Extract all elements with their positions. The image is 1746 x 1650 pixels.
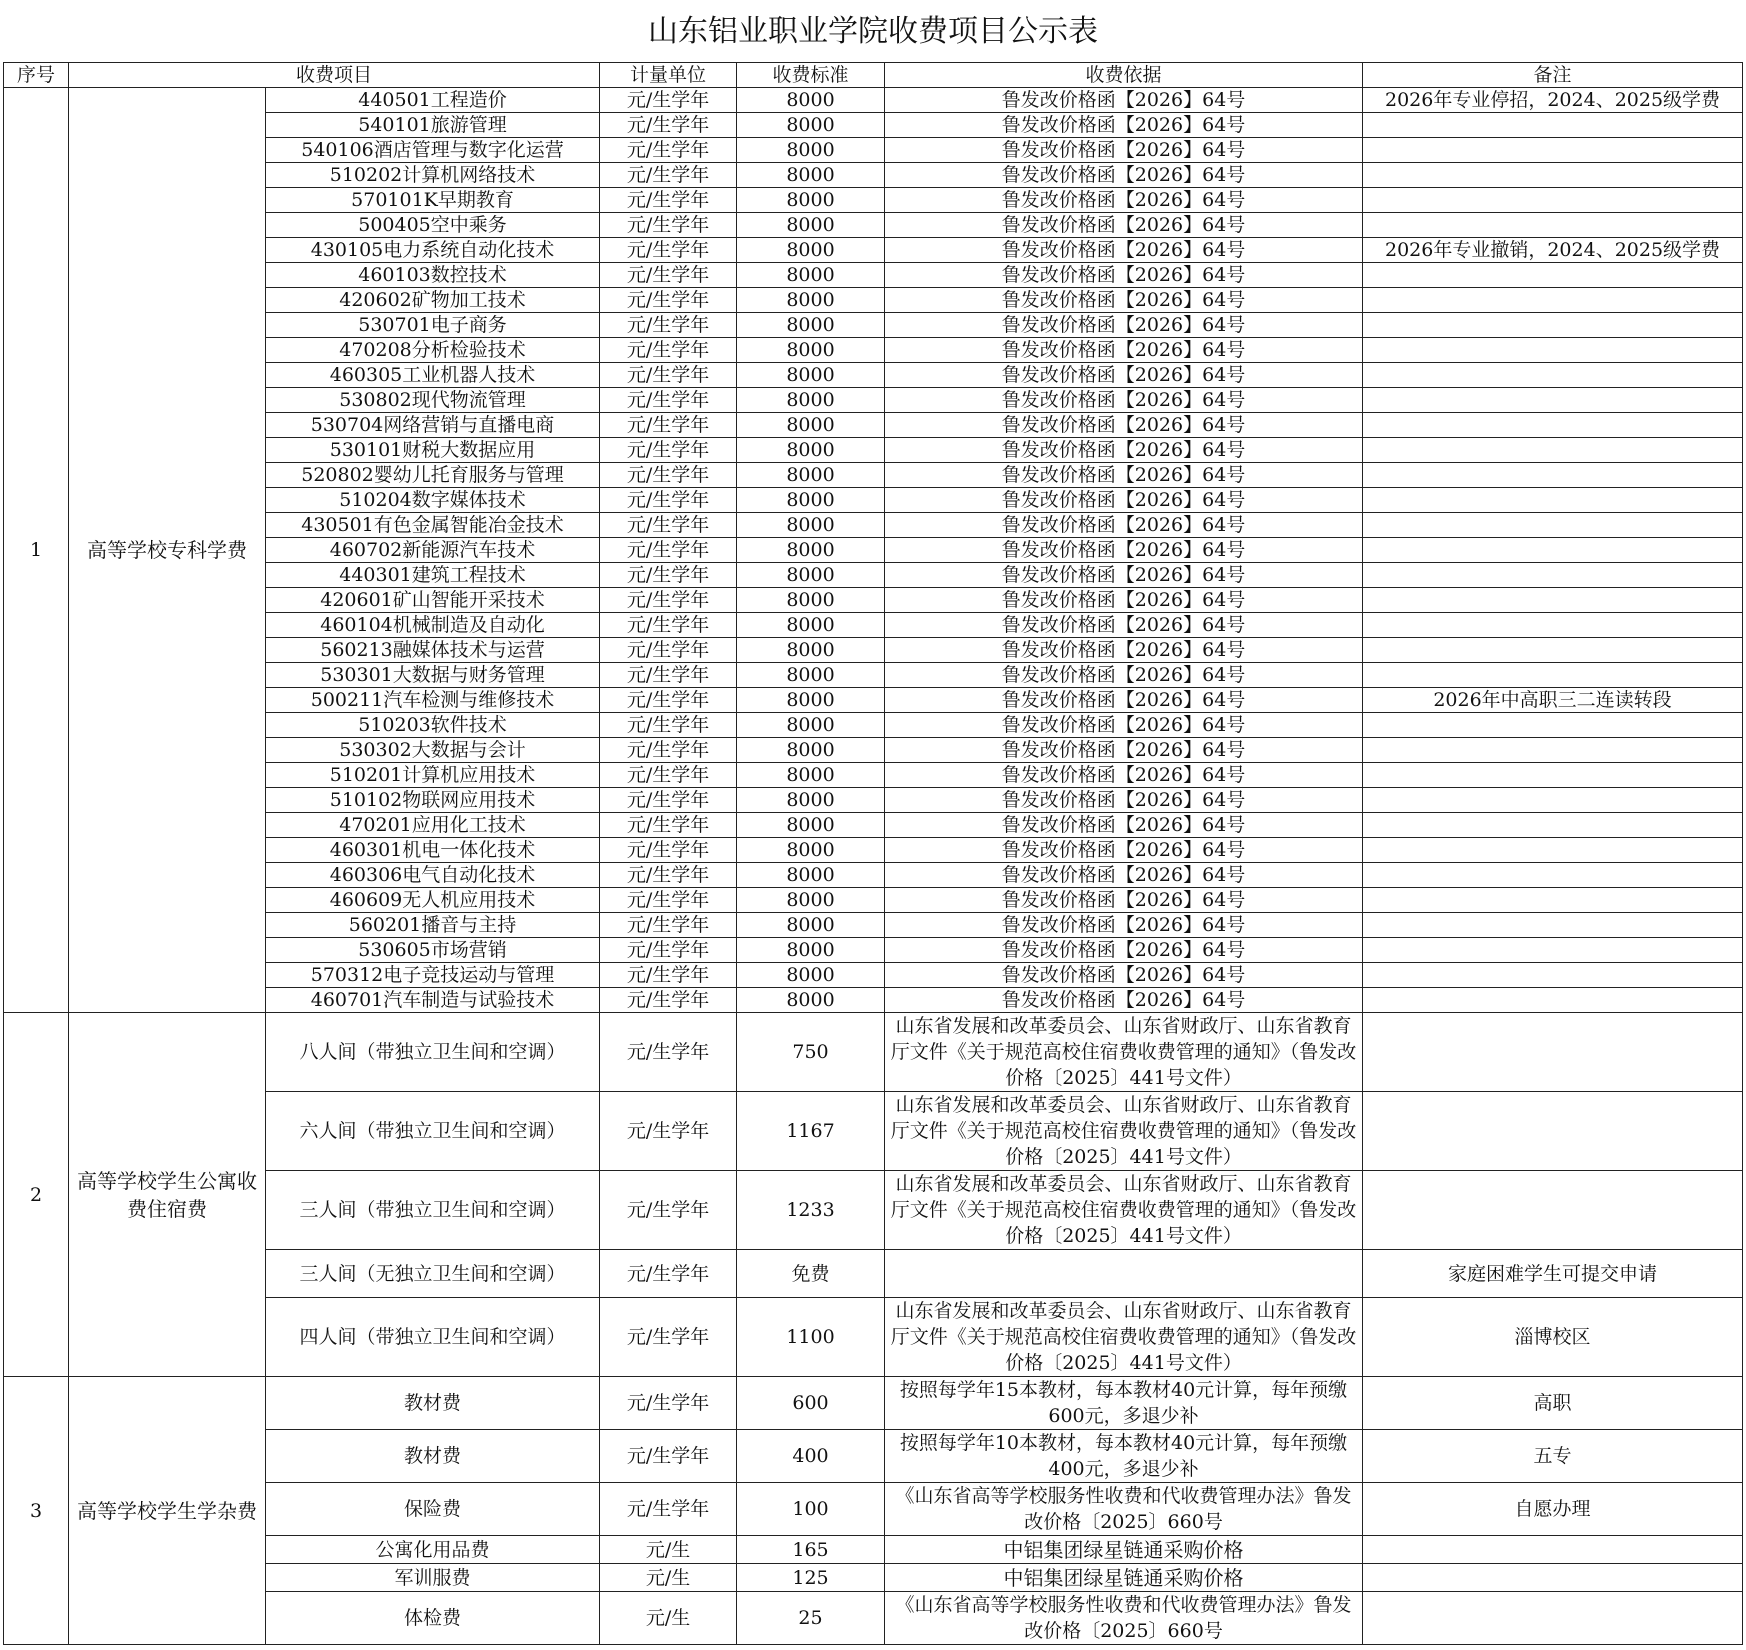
item-cell: 530101财税大数据应用 bbox=[266, 438, 600, 463]
item-cell: 460306电气自动化技术 bbox=[266, 863, 600, 888]
standard-cell: 125 bbox=[737, 1564, 885, 1592]
header-note: 备注 bbox=[1363, 63, 1743, 88]
standard-cell: 8000 bbox=[737, 788, 885, 813]
item-cell: 510102物联网应用技术 bbox=[266, 788, 600, 813]
note-cell bbox=[1363, 888, 1743, 913]
standard-cell: 8000 bbox=[737, 563, 885, 588]
item-cell: 四人间（带独立卫生间和空调） bbox=[266, 1298, 600, 1377]
item-cell: 530704网络营销与直播电商 bbox=[266, 413, 600, 438]
unit-cell: 元/生学年 bbox=[600, 1171, 737, 1250]
basis-cell: 鲁发改价格函【2026】64号 bbox=[885, 688, 1363, 713]
note-cell bbox=[1363, 988, 1743, 1013]
note-cell bbox=[1363, 538, 1743, 563]
item-cell: 540101旅游管理 bbox=[266, 113, 600, 138]
unit-cell: 元/生学年 bbox=[600, 1092, 737, 1171]
item-cell: 保险费 bbox=[266, 1483, 600, 1536]
standard-cell: 8000 bbox=[737, 113, 885, 138]
unit-cell: 元/生学年 bbox=[600, 213, 737, 238]
basis-cell: 中铝集团绿星链通采购价格 bbox=[885, 1564, 1363, 1592]
standard-cell: 8000 bbox=[737, 588, 885, 613]
item-cell: 八人间（带独立卫生间和空调） bbox=[266, 1013, 600, 1092]
unit-cell: 元/生学年 bbox=[600, 438, 737, 463]
note-cell bbox=[1363, 488, 1743, 513]
unit-cell: 元/生学年 bbox=[600, 638, 737, 663]
note-cell bbox=[1363, 313, 1743, 338]
unit-cell: 元/生学年 bbox=[600, 913, 737, 938]
standard-cell: 8000 bbox=[737, 838, 885, 863]
item-cell: 530301大数据与财务管理 bbox=[266, 663, 600, 688]
standard-cell: 8000 bbox=[737, 613, 885, 638]
item-cell: 510202计算机网络技术 bbox=[266, 163, 600, 188]
note-cell bbox=[1363, 263, 1743, 288]
unit-cell: 元/生学年 bbox=[600, 313, 737, 338]
basis-cell: 《山东省高等学校服务性收费和代收费管理办法》鲁发改价格〔2025〕660号 bbox=[885, 1483, 1363, 1536]
unit-cell: 元/生学年 bbox=[600, 113, 737, 138]
basis-cell: 鲁发改价格函【2026】64号 bbox=[885, 238, 1363, 263]
unit-cell: 元/生学年 bbox=[600, 688, 737, 713]
standard-cell: 8000 bbox=[737, 163, 885, 188]
standard-cell: 8000 bbox=[737, 388, 885, 413]
note-cell: 高职 bbox=[1363, 1377, 1743, 1430]
header-seq: 序号 bbox=[4, 63, 69, 88]
standard-cell: 8000 bbox=[737, 363, 885, 388]
unit-cell: 元/生学年 bbox=[600, 1430, 737, 1483]
note-cell bbox=[1363, 563, 1743, 588]
standard-cell: 1233 bbox=[737, 1171, 885, 1250]
basis-cell: 鲁发改价格函【2026】64号 bbox=[885, 288, 1363, 313]
unit-cell: 元/生 bbox=[600, 1592, 737, 1645]
standard-cell: 8000 bbox=[737, 138, 885, 163]
basis-cell: 鲁发改价格函【2026】64号 bbox=[885, 638, 1363, 663]
group-seq-cell: 1 bbox=[4, 88, 69, 1013]
unit-cell: 元/生学年 bbox=[600, 1298, 737, 1377]
basis-cell: 鲁发改价格函【2026】64号 bbox=[885, 113, 1363, 138]
item-cell: 430501有色金属智能冶金技术 bbox=[266, 513, 600, 538]
basis-cell: 按照每学年15本教材，每本教材40元计算，每年预缴600元，多退少补 bbox=[885, 1377, 1363, 1430]
note-cell bbox=[1363, 1092, 1743, 1171]
unit-cell: 元/生学年 bbox=[600, 713, 737, 738]
unit-cell: 元/生学年 bbox=[600, 588, 737, 613]
basis-cell: 鲁发改价格函【2026】64号 bbox=[885, 663, 1363, 688]
unit-cell: 元/生学年 bbox=[600, 163, 737, 188]
note-cell: 淄博校区 bbox=[1363, 1298, 1743, 1377]
note-cell bbox=[1363, 638, 1743, 663]
unit-cell: 元/生学年 bbox=[600, 863, 737, 888]
note-cell bbox=[1363, 738, 1743, 763]
item-cell: 570312电子竞技运动与管理 bbox=[266, 963, 600, 988]
standard-cell: 8000 bbox=[737, 713, 885, 738]
basis-cell: 鲁发改价格函【2026】64号 bbox=[885, 963, 1363, 988]
note-cell bbox=[1363, 163, 1743, 188]
note-cell bbox=[1363, 663, 1743, 688]
item-cell: 460702新能源汽车技术 bbox=[266, 538, 600, 563]
unit-cell: 元/生学年 bbox=[600, 738, 737, 763]
basis-cell: 鲁发改价格函【2026】64号 bbox=[885, 413, 1363, 438]
unit-cell: 元/生学年 bbox=[600, 788, 737, 813]
table-row bbox=[4, 1377, 1743, 1430]
standard-cell: 8000 bbox=[737, 538, 885, 563]
unit-cell: 元/生学年 bbox=[600, 388, 737, 413]
item-cell: 体检费 bbox=[266, 1592, 600, 1645]
item-cell: 430105电力系统自动化技术 bbox=[266, 238, 600, 263]
unit-cell: 元/生学年 bbox=[600, 1013, 737, 1092]
note-cell: 2026年中高职三二连读转段 bbox=[1363, 688, 1743, 713]
note-cell bbox=[1363, 1171, 1743, 1250]
note-cell bbox=[1363, 963, 1743, 988]
unit-cell: 元/生 bbox=[600, 1564, 737, 1592]
standard-cell: 100 bbox=[737, 1483, 885, 1536]
unit-cell: 元/生学年 bbox=[600, 888, 737, 913]
unit-cell: 元/生学年 bbox=[600, 413, 737, 438]
document-title: 山东铝业职业学院收费项目公示表 bbox=[648, 14, 1098, 49]
item-cell: 530302大数据与会计 bbox=[266, 738, 600, 763]
standard-cell: 8000 bbox=[737, 288, 885, 313]
item-cell: 460103数控技术 bbox=[266, 263, 600, 288]
item-cell: 教材费 bbox=[266, 1430, 600, 1483]
basis-cell: 鲁发改价格函【2026】64号 bbox=[885, 263, 1363, 288]
basis-cell: 鲁发改价格函【2026】64号 bbox=[885, 613, 1363, 638]
note-cell bbox=[1363, 188, 1743, 213]
item-cell: 三人间（带独立卫生间和空调） bbox=[266, 1171, 600, 1250]
basis-cell: 鲁发改价格函【2026】64号 bbox=[885, 813, 1363, 838]
unit-cell: 元/生学年 bbox=[600, 538, 737, 563]
item-cell: 三人间（无独立卫生间和空调） bbox=[266, 1250, 600, 1298]
note-cell bbox=[1363, 338, 1743, 363]
standard-cell: 8000 bbox=[737, 413, 885, 438]
note-cell: 家庭困难学生可提交申请 bbox=[1363, 1250, 1743, 1298]
item-cell: 530802现代物流管理 bbox=[266, 388, 600, 413]
item-cell: 公寓化用品费 bbox=[266, 1536, 600, 1564]
group-category-cell: 高等学校专科学费 bbox=[69, 88, 266, 1013]
unit-cell: 元/生学年 bbox=[600, 338, 737, 363]
header-standard: 收费标准 bbox=[737, 63, 885, 88]
basis-cell: 鲁发改价格函【2026】64号 bbox=[885, 713, 1363, 738]
unit-cell: 元/生学年 bbox=[600, 1377, 737, 1430]
item-cell: 460701汽车制造与试验技术 bbox=[266, 988, 600, 1013]
standard-cell: 免费 bbox=[737, 1250, 885, 1298]
basis-cell: 鲁发改价格函【2026】64号 bbox=[885, 88, 1363, 113]
basis-cell: 鲁发改价格函【2026】64号 bbox=[885, 513, 1363, 538]
basis-cell: 鲁发改价格函【2026】64号 bbox=[885, 913, 1363, 938]
header-unit: 计量单位 bbox=[600, 63, 737, 88]
basis-cell: 鲁发改价格函【2026】64号 bbox=[885, 988, 1363, 1013]
note-cell bbox=[1363, 288, 1743, 313]
note-cell bbox=[1363, 1536, 1743, 1564]
item-cell: 420602矿物加工技术 bbox=[266, 288, 600, 313]
standard-cell: 8000 bbox=[737, 638, 885, 663]
basis-cell: 鲁发改价格函【2026】64号 bbox=[885, 213, 1363, 238]
item-cell: 460305工业机器人技术 bbox=[266, 363, 600, 388]
basis-cell: 鲁发改价格函【2026】64号 bbox=[885, 188, 1363, 213]
standard-cell: 8000 bbox=[737, 988, 885, 1013]
unit-cell: 元/生学年 bbox=[600, 963, 737, 988]
item-cell: 500405空中乘务 bbox=[266, 213, 600, 238]
unit-cell: 元/生学年 bbox=[600, 88, 737, 113]
unit-cell: 元/生学年 bbox=[600, 488, 737, 513]
standard-cell: 8000 bbox=[737, 188, 885, 213]
item-cell: 510204数字媒体技术 bbox=[266, 488, 600, 513]
item-cell: 440501工程造价 bbox=[266, 88, 600, 113]
note-cell bbox=[1363, 613, 1743, 638]
unit-cell: 元/生学年 bbox=[600, 288, 737, 313]
unit-cell: 元/生学年 bbox=[600, 1483, 737, 1536]
unit-cell: 元/生学年 bbox=[600, 938, 737, 963]
note-cell: 2026年专业撤销，2024、2025级学费 bbox=[1363, 238, 1743, 263]
note-cell bbox=[1363, 138, 1743, 163]
header-basis: 收费依据 bbox=[885, 63, 1363, 88]
standard-cell: 1100 bbox=[737, 1298, 885, 1377]
basis-cell: 鲁发改价格函【2026】64号 bbox=[885, 313, 1363, 338]
standard-cell: 165 bbox=[737, 1536, 885, 1564]
item-cell: 510201计算机应用技术 bbox=[266, 763, 600, 788]
standard-cell: 400 bbox=[737, 1430, 885, 1483]
note-cell: 五专 bbox=[1363, 1430, 1743, 1483]
basis-cell: 山东省发展和改革委员会、山东省财政厅、山东省教育厅文件《关于规范高校住宿费收费管理的通知》（鲁发改价格〔2025〕441号文件） bbox=[885, 1092, 1363, 1171]
standard-cell: 8000 bbox=[737, 463, 885, 488]
basis-cell: 鲁发改价格函【2026】64号 bbox=[885, 388, 1363, 413]
standard-cell: 8000 bbox=[737, 88, 885, 113]
note-cell bbox=[1363, 213, 1743, 238]
item-cell: 六人间（带独立卫生间和空调） bbox=[266, 1092, 600, 1171]
header-item: 收费项目 bbox=[69, 63, 600, 88]
basis-cell: 鲁发改价格函【2026】64号 bbox=[885, 363, 1363, 388]
basis-cell: 鲁发改价格函【2026】64号 bbox=[885, 438, 1363, 463]
note-cell: 自愿办理 bbox=[1363, 1483, 1743, 1536]
basis-cell: 鲁发改价格函【2026】64号 bbox=[885, 788, 1363, 813]
basis-cell: 鲁发改价格函【2026】64号 bbox=[885, 763, 1363, 788]
standard-cell: 8000 bbox=[737, 313, 885, 338]
standard-cell: 8000 bbox=[737, 888, 885, 913]
item-cell: 530701电子商务 bbox=[266, 313, 600, 338]
note-cell bbox=[1363, 113, 1743, 138]
note-cell bbox=[1363, 838, 1743, 863]
standard-cell: 600 bbox=[737, 1377, 885, 1430]
standard-cell: 8000 bbox=[737, 938, 885, 963]
group-seq-cell: 3 bbox=[4, 1377, 69, 1645]
basis-cell: 鲁发改价格函【2026】64号 bbox=[885, 488, 1363, 513]
unit-cell: 元/生学年 bbox=[600, 813, 737, 838]
basis-cell: 鲁发改价格函【2026】64号 bbox=[885, 563, 1363, 588]
unit-cell: 元/生学年 bbox=[600, 363, 737, 388]
basis-cell: 鲁发改价格函【2026】64号 bbox=[885, 338, 1363, 363]
standard-cell: 8000 bbox=[737, 438, 885, 463]
table-row bbox=[4, 1013, 1743, 1092]
group-seq-cell: 2 bbox=[4, 1013, 69, 1377]
item-cell: 500211汽车检测与维修技术 bbox=[266, 688, 600, 713]
item-cell: 470201应用化工技术 bbox=[266, 813, 600, 838]
item-cell: 440301建筑工程技术 bbox=[266, 563, 600, 588]
group-category-cell: 高等学校学生公寓收费住宿费 bbox=[69, 1013, 266, 1377]
unit-cell: 元/生学年 bbox=[600, 613, 737, 638]
item-cell: 520802婴幼儿托育服务与管理 bbox=[266, 463, 600, 488]
unit-cell: 元/生 bbox=[600, 1536, 737, 1564]
unit-cell: 元/生学年 bbox=[600, 138, 737, 163]
basis-cell: 《山东省高等学校服务性收费和代收费管理办法》鲁发改价格〔2025〕660号 bbox=[885, 1592, 1363, 1645]
note-cell bbox=[1363, 1013, 1743, 1092]
standard-cell: 8000 bbox=[737, 513, 885, 538]
note-cell bbox=[1363, 713, 1743, 738]
unit-cell: 元/生学年 bbox=[600, 463, 737, 488]
item-cell: 460609无人机应用技术 bbox=[266, 888, 600, 913]
unit-cell: 元/生学年 bbox=[600, 563, 737, 588]
fee-table bbox=[3, 62, 1743, 1645]
unit-cell: 元/生学年 bbox=[600, 838, 737, 863]
note-cell bbox=[1363, 388, 1743, 413]
basis-cell: 鲁发改价格函【2026】64号 bbox=[885, 838, 1363, 863]
note-cell bbox=[1363, 913, 1743, 938]
unit-cell: 元/生学年 bbox=[600, 513, 737, 538]
note-cell bbox=[1363, 513, 1743, 538]
table-row bbox=[4, 88, 1743, 113]
note-cell bbox=[1363, 938, 1743, 963]
note-cell bbox=[1363, 438, 1743, 463]
basis-cell: 鲁发改价格函【2026】64号 bbox=[885, 588, 1363, 613]
standard-cell: 8000 bbox=[737, 863, 885, 888]
item-cell: 530605市场营销 bbox=[266, 938, 600, 963]
standard-cell: 750 bbox=[737, 1013, 885, 1092]
item-cell: 460301机电一体化技术 bbox=[266, 838, 600, 863]
header-row bbox=[4, 63, 1743, 88]
item-cell: 560213融媒体技术与运营 bbox=[266, 638, 600, 663]
standard-cell: 8000 bbox=[737, 488, 885, 513]
unit-cell: 元/生学年 bbox=[600, 238, 737, 263]
standard-cell: 8000 bbox=[737, 963, 885, 988]
note-cell bbox=[1363, 588, 1743, 613]
basis-cell: 鲁发改价格函【2026】64号 bbox=[885, 163, 1363, 188]
item-cell: 军训服费 bbox=[266, 1564, 600, 1592]
basis-cell: 山东省发展和改革委员会、山东省财政厅、山东省教育厅文件《关于规范高校住宿费收费管理的通知》（鲁发改价格〔2025〕441号文件） bbox=[885, 1298, 1363, 1377]
note-cell bbox=[1363, 463, 1743, 488]
basis-cell bbox=[885, 1250, 1363, 1298]
note-cell bbox=[1363, 363, 1743, 388]
item-cell: 420601矿山智能开采技术 bbox=[266, 588, 600, 613]
note-cell bbox=[1363, 763, 1743, 788]
note-cell bbox=[1363, 1564, 1743, 1592]
basis-cell: 鲁发改价格函【2026】64号 bbox=[885, 888, 1363, 913]
standard-cell: 8000 bbox=[737, 338, 885, 363]
item-cell: 教材费 bbox=[266, 1377, 600, 1430]
item-cell: 470208分析检验技术 bbox=[266, 338, 600, 363]
standard-cell: 8000 bbox=[737, 663, 885, 688]
note-cell bbox=[1363, 413, 1743, 438]
standard-cell: 1167 bbox=[737, 1092, 885, 1171]
standard-cell: 8000 bbox=[737, 688, 885, 713]
basis-cell: 鲁发改价格函【2026】64号 bbox=[885, 138, 1363, 163]
unit-cell: 元/生学年 bbox=[600, 763, 737, 788]
unit-cell: 元/生学年 bbox=[600, 188, 737, 213]
item-cell: 460104机械制造及自动化 bbox=[266, 613, 600, 638]
item-cell: 540106酒店管理与数字化运营 bbox=[266, 138, 600, 163]
unit-cell: 元/生学年 bbox=[600, 663, 737, 688]
basis-cell: 山东省发展和改革委员会、山东省财政厅、山东省教育厅文件《关于规范高校住宿费收费管理的通知》（鲁发改价格〔2025〕441号文件） bbox=[885, 1013, 1363, 1092]
basis-cell: 按照每学年10本教材，每本教材40元计算，每年预缴400元，多退少补 bbox=[885, 1430, 1363, 1483]
basis-cell: 鲁发改价格函【2026】64号 bbox=[885, 463, 1363, 488]
basis-cell: 山东省发展和改革委员会、山东省财政厅、山东省教育厅文件《关于规范高校住宿费收费管理的通知》（鲁发改价格〔2025〕441号文件） bbox=[885, 1171, 1363, 1250]
note-cell bbox=[1363, 863, 1743, 888]
item-cell: 560201播音与主持 bbox=[266, 913, 600, 938]
note-cell bbox=[1363, 813, 1743, 838]
standard-cell: 8000 bbox=[737, 763, 885, 788]
unit-cell: 元/生学年 bbox=[600, 988, 737, 1013]
basis-cell: 鲁发改价格函【2026】64号 bbox=[885, 863, 1363, 888]
unit-cell: 元/生学年 bbox=[600, 1250, 737, 1298]
basis-cell: 鲁发改价格函【2026】64号 bbox=[885, 538, 1363, 563]
note-cell bbox=[1363, 1592, 1743, 1645]
standard-cell: 8000 bbox=[737, 238, 885, 263]
note-cell: 2026年专业停招，2024、2025级学费 bbox=[1363, 88, 1743, 113]
note-cell bbox=[1363, 788, 1743, 813]
standard-cell: 8000 bbox=[737, 738, 885, 763]
standard-cell: 8000 bbox=[737, 913, 885, 938]
standard-cell: 8000 bbox=[737, 813, 885, 838]
item-cell: 510203软件技术 bbox=[266, 713, 600, 738]
item-cell: 570101K早期教育 bbox=[266, 188, 600, 213]
basis-cell: 鲁发改价格函【2026】64号 bbox=[885, 938, 1363, 963]
standard-cell: 25 bbox=[737, 1592, 885, 1645]
group-category-cell: 高等学校学生学杂费 bbox=[69, 1377, 266, 1645]
standard-cell: 8000 bbox=[737, 263, 885, 288]
table-body bbox=[4, 88, 1743, 1645]
unit-cell: 元/生学年 bbox=[600, 263, 737, 288]
standard-cell: 8000 bbox=[737, 213, 885, 238]
basis-cell: 中铝集团绿星链通采购价格 bbox=[885, 1536, 1363, 1564]
basis-cell: 鲁发改价格函【2026】64号 bbox=[885, 738, 1363, 763]
